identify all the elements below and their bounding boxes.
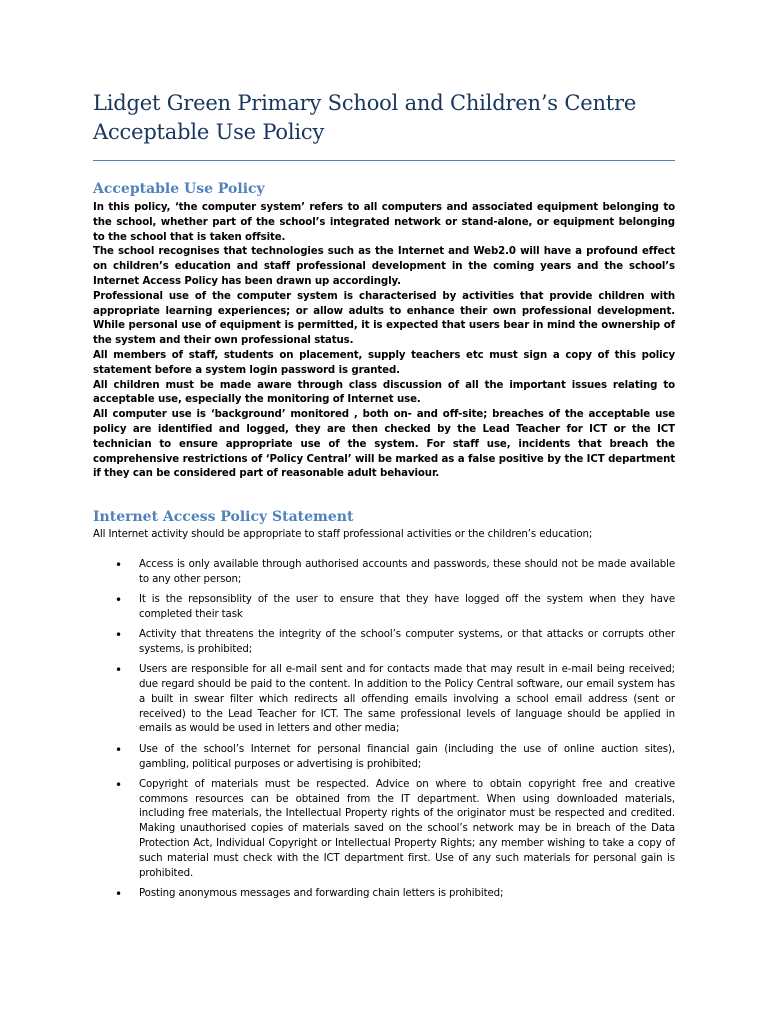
internet-access-bullet-list	[93, 558, 675, 907]
policy-paragraph: All children must be made aware through class discussion of all the important issues relating to acceptable use, especially the monitoring of Internet use.	[93, 379, 675, 406]
policy-paragraph: Professional use of the computer system is characterised by activities that provide children with appropriate learning experiences; or allow adults to enhance their own professional development. While personal use of equipment is permitted, it is expected that users bear in mind the ownership of the system and their own professional status.	[93, 290, 675, 347]
bullet-icon: •	[115, 558, 122, 572]
list-item	[93, 743, 675, 773]
bullet-icon: •	[115, 886, 122, 901]
bullet-text: Access is only available through authorised accounts and passwords, these should not be made available to any other person;	[139, 559, 675, 585]
bullet-text: Users are responsible for all e-mail sent and for contacts made that may result in e-mail being received; due regard should be paid to the content. In addition to the Policy Central software, our email system has a built in swear filter which redirects all offending emails involving a school email address (sent or received) to the Lead Teacher for ICT. The same professional levels of language should be applied in emails as would be used in letters and other media;	[139, 664, 675, 735]
title-divider	[93, 160, 675, 161]
list-item	[93, 887, 675, 902]
bullet-text: Posting anonymous messages and forwarding chain letters is prohibited;	[139, 887, 504, 899]
list-item	[93, 558, 675, 588]
document-title	[93, 89, 693, 147]
bullet-icon: •	[115, 593, 122, 608]
section-heading-acceptable-use: Acceptable Use Policy	[93, 181, 265, 197]
bullet-text: It is the repsonsiblity of the user to ensure that they have logged off the system when they have completed their task	[139, 594, 675, 620]
section-heading-internet-access: Internet Access Policy Statement	[93, 509, 354, 525]
acceptable-use-body	[93, 201, 675, 482]
policy-paragraph: All members of staff, students on placement, supply teachers etc must sign a copy of this policy statement before a system login password is granted.	[93, 349, 675, 376]
bullet-icon: •	[115, 628, 122, 643]
list-item	[93, 663, 675, 737]
document-title-line-1: Lidget Green Primary School and Children’s Centre	[93, 91, 637, 115]
policy-paragraph: In this policy, ‘the computer system’ refers to all computers and associated equipment belonging to the school, whether part of the school’s integrated network or stand-alone, or equipment belonging to the school that is taken offsite.	[93, 202, 675, 243]
list-item	[93, 778, 675, 882]
bullet-text: Use of the school’s Internet for personal financial gain (including the use of online auction sites), gambling, political purposes or advertising is prohibited;	[139, 743, 675, 770]
bullet-icon: •	[115, 777, 122, 792]
bullet-icon: •	[115, 663, 122, 678]
internet-access-intro: All Internet activity should be appropriate to staff professional activities or the children’s education;	[93, 529, 593, 540]
list-item	[93, 593, 675, 623]
policy-paragraph: All computer use is ‘background’ monitored , both on- and off-site; breaches of the acceptable use policy are identified and logged, they are then checked by the Lead Teacher for ICT or the ICT technician to ensure appropriate use of the system. For staff use, incidents that breach the comprehensive restrictions of ‘Policy Central’ will be marked as a false positive by the ICT department if they can be considered part of reasonable adult behaviour.	[93, 409, 675, 480]
bullet-text: Copyright of materials must be respected. Advice on where to obtain copyright free and creative commons resources can be obtained from the IT department. When using downloaded materials, including free materials, the Intellectual Property rights of the originator must be respected and credited. Making unauthorised copies of materials saved on the school’s network may be in breach of the Data Protection Act, Individual Copyright or Intellectual Property Rights; any member wishing to take a copy of such material must check with the ICT department first. Use of any such materials for personal gain is prohibited.	[139, 778, 675, 879]
policy-paragraph: The school recognises that technologies such as the Internet and Web2.0 will have a profound effect on children’s education and staff professional development in the coming years and the school’s Internet Access Policy has been drawn up accordingly.	[93, 246, 675, 287]
list-item	[93, 628, 675, 658]
document-title-line-2: Acceptable Use Policy	[93, 120, 325, 144]
bullet-text: Activity that threatens the integrity of the school’s computer systems, or that attacks or corrupts other systems, is prohibited;	[139, 629, 675, 655]
bullet-icon: •	[115, 742, 122, 757]
